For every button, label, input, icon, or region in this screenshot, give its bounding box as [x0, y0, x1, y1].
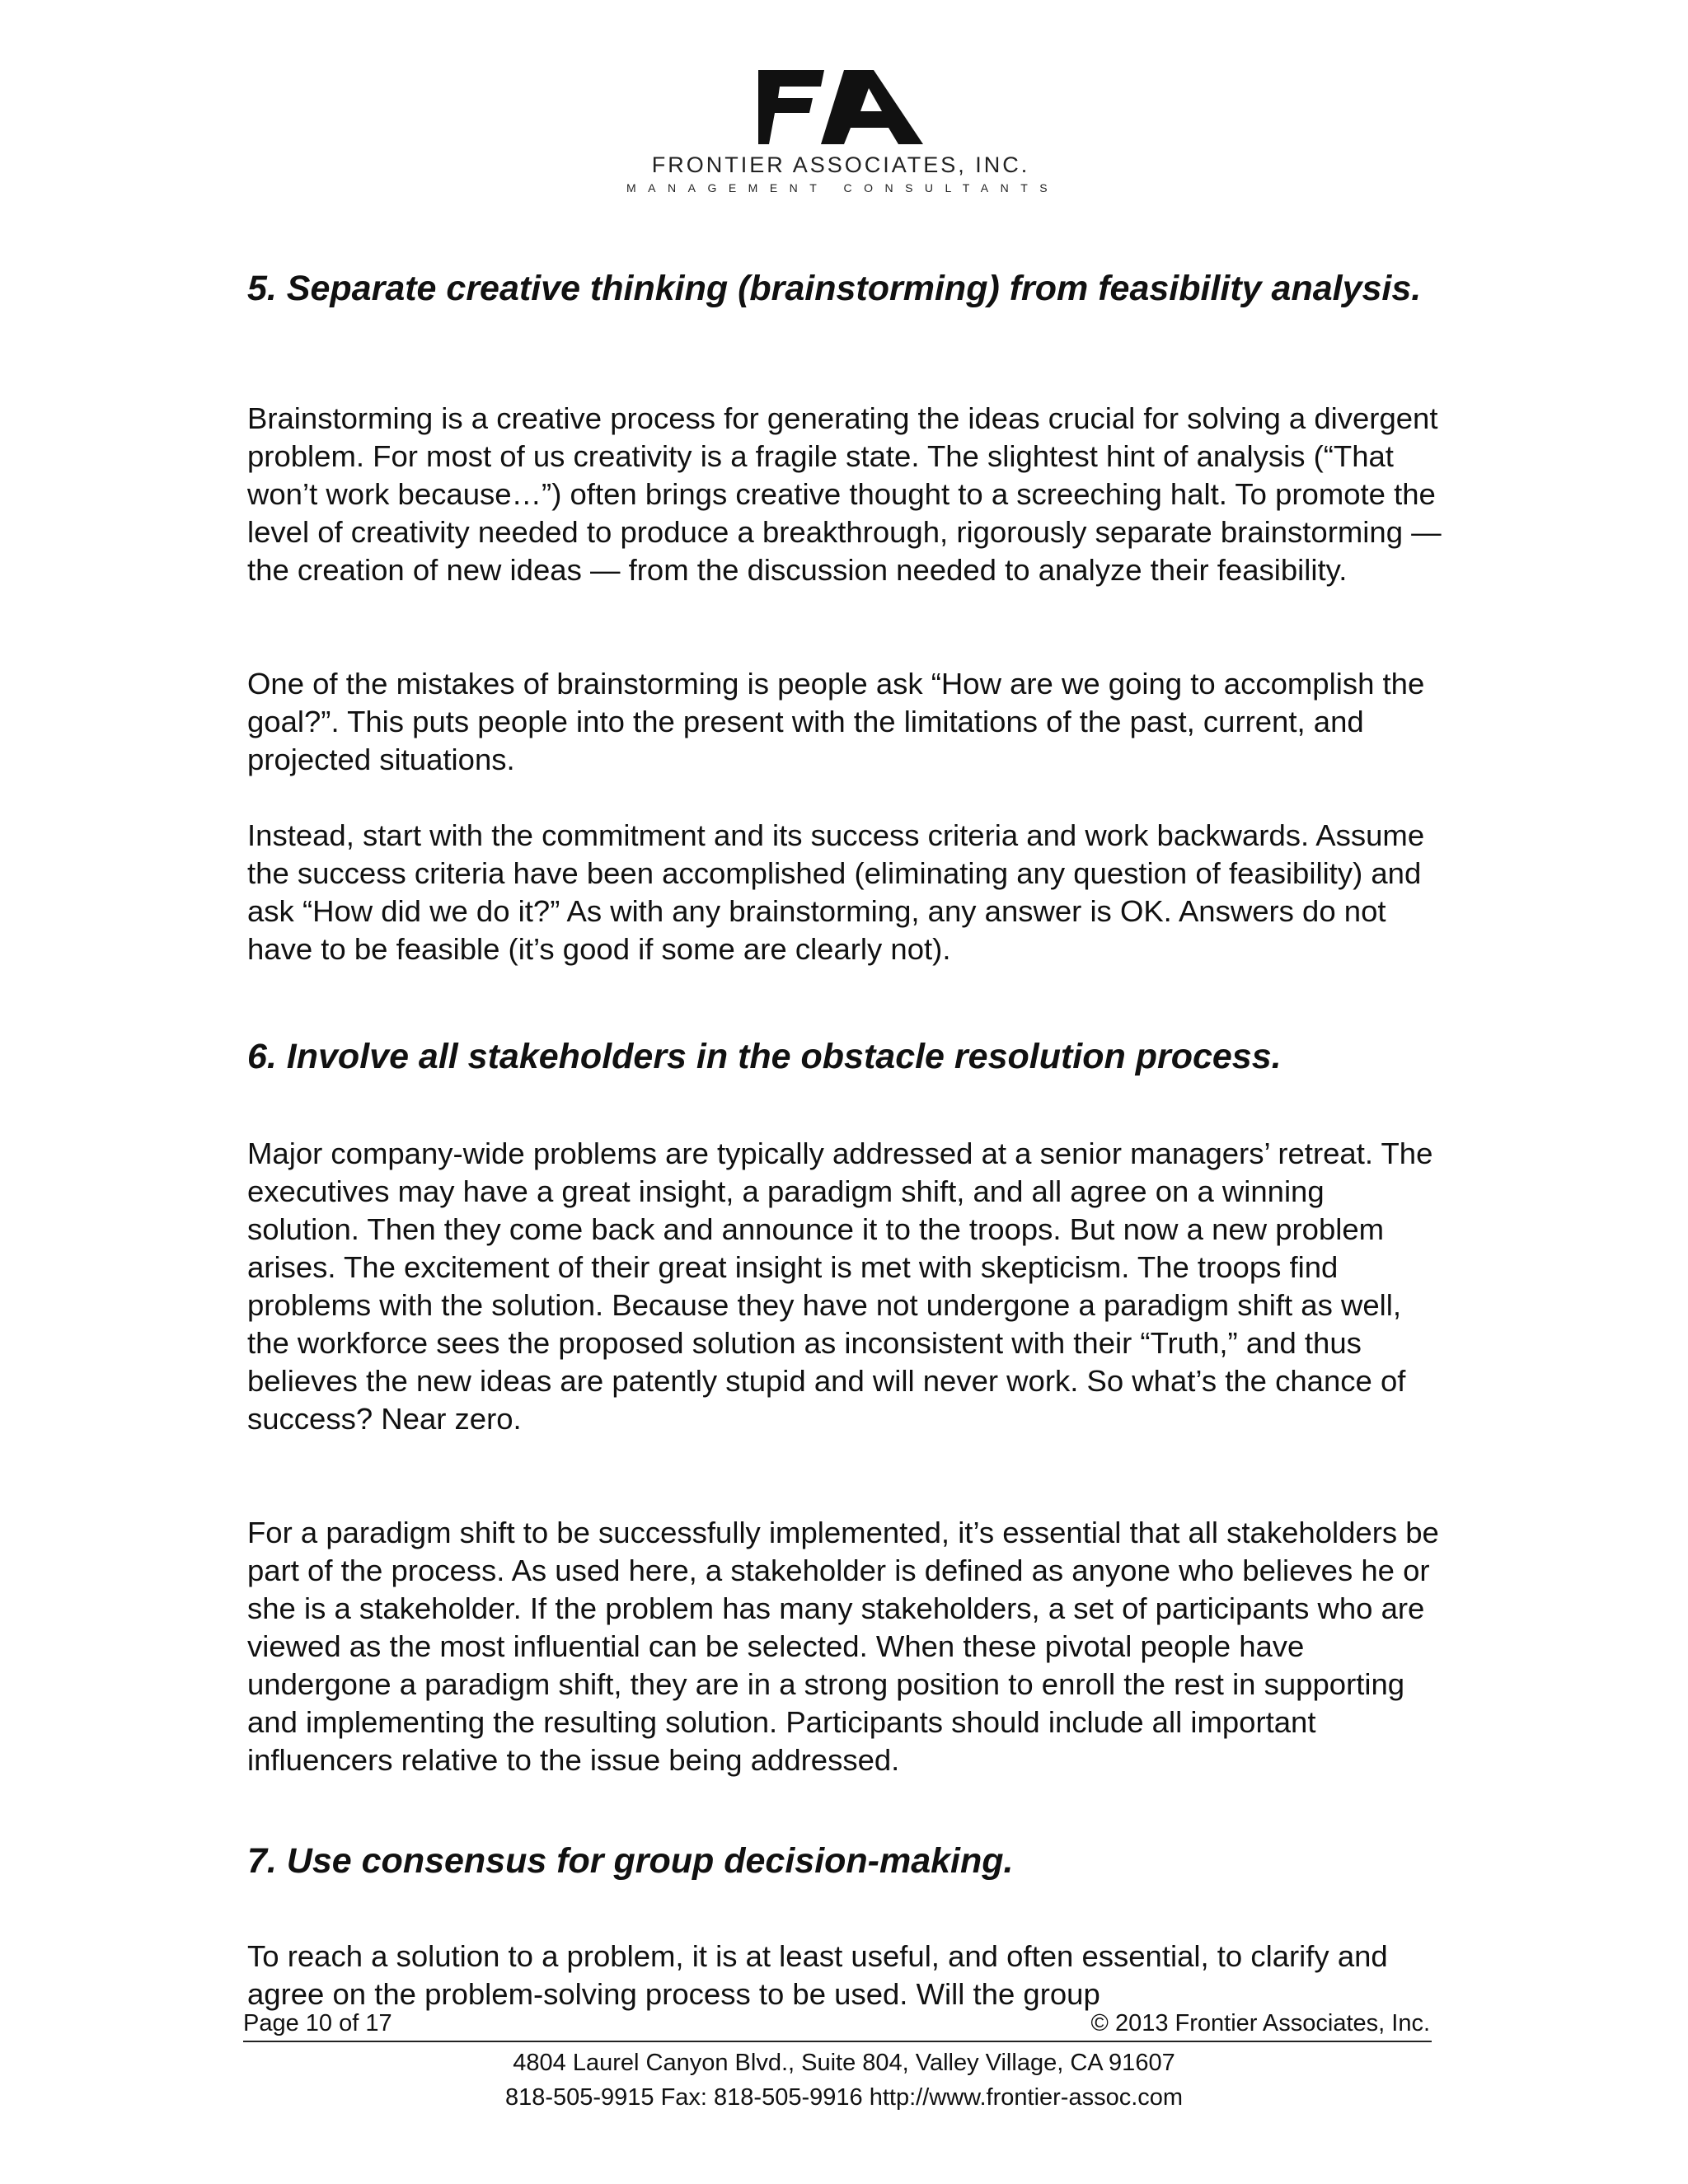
- company-name: FRONTIER ASSOCIATES, INC.: [651, 152, 1030, 177]
- section-7-paragraph-1: To reach a solution to a problem, it is at least useful, and often essential, to clarify and agree on the problem-solving process to be used. Will the group: [247, 1939, 1388, 2011]
- section-5-paragraph-3: Instead, start with the commitment and its success criteria and work backwards. Assume the success criteria have been accomplished (eliminating any question of feasibility) and ask “How did we do it?” As with any brainstorming, any answer is OK. Answers do not have to be feasible (it’s good if some are clearly not).: [247, 818, 1425, 966]
- fa-logo-mark: [758, 70, 923, 144]
- section-6-heading: 6. Involve all stakeholders in the obstacle resolution process.: [247, 1037, 1282, 1076]
- page-number: Page 10 of 17: [243, 2010, 392, 2036]
- section-7-heading: 7. Use consensus for group decision-making.: [247, 1841, 1014, 1881]
- page-footer: [243, 2009, 1430, 2037]
- company-tagline: MANAGEMENT CONSULTANTS: [626, 181, 1060, 194]
- section-6-paragraph-2: For a paradigm shift to be successfully implemented, it’s essential that all stakeholders be part of the process. As used here, a stakeholder is defined as anyone who believes he or she is a stakeholder. If the problem has many stakeholders, a set of participants who are viewed as the most influential can be selected. When these pivotal people have undergone a paradigm shift, they are in a strong position to enroll the rest in supporting and implementing the resulting solution. Participants should include all important influencers relative to the issue being addressed.: [247, 1516, 1439, 1777]
- section-5-paragraph-1: Brainstorming is a creative process for generating the ideas crucial for solving a divergent problem. For most of us creativity is a fragile state. The slightest hint of analysis (“That won’t work because…”) often brings creative thought to a screeching halt. To promote the level of creativity needed to produce a breakthrough, rigorously separate brainstorming — the creation of new ideas — from the discussion needed to analyze their feasibility.: [247, 401, 1442, 587]
- section-5-heading: 5. Separate creative thinking (brainstorming) from feasibility analysis.: [247, 269, 1422, 308]
- footer-address: 4804 Laurel Canyon Blvd., Suite 804, Valley Village, CA 91607: [513, 2050, 1175, 2076]
- company-logo: [626, 70, 1060, 202]
- footer-contact: 818-505-9915 Fax: 818-505-9916 http://www.frontier-assoc.com: [504, 2084, 1184, 2111]
- section-6-paragraph-1: Major company-wide problems are typically addressed at a senior managers’ retreat. The executives may have a great insight, a paradigm shift, and all agree on a winning solution. Then they come back and announce it to the troops. But now a new problem arises. The excitement of their great insight is met with skepticism. The troops find problems with the solution. Because they have not undergone a paradigm shift as well, the workforce sees the proposed solution as inconsistent with their “Truth,” and thus believes the new ideas are patently stupid and will never work. So what’s the chance of success? Near zero.: [247, 1137, 1433, 1436]
- copyright-notice: © 2013 Frontier Associates, Inc.: [1090, 2010, 1430, 2036]
- section-5-paragraph-2: One of the mistakes of brainstorming is people ask “How are we going to accomplish the goal?”. This puts people into the present with the limitations of the past, current, and projected situations.: [247, 667, 1425, 776]
- footer-divider: [243, 2041, 1432, 2042]
